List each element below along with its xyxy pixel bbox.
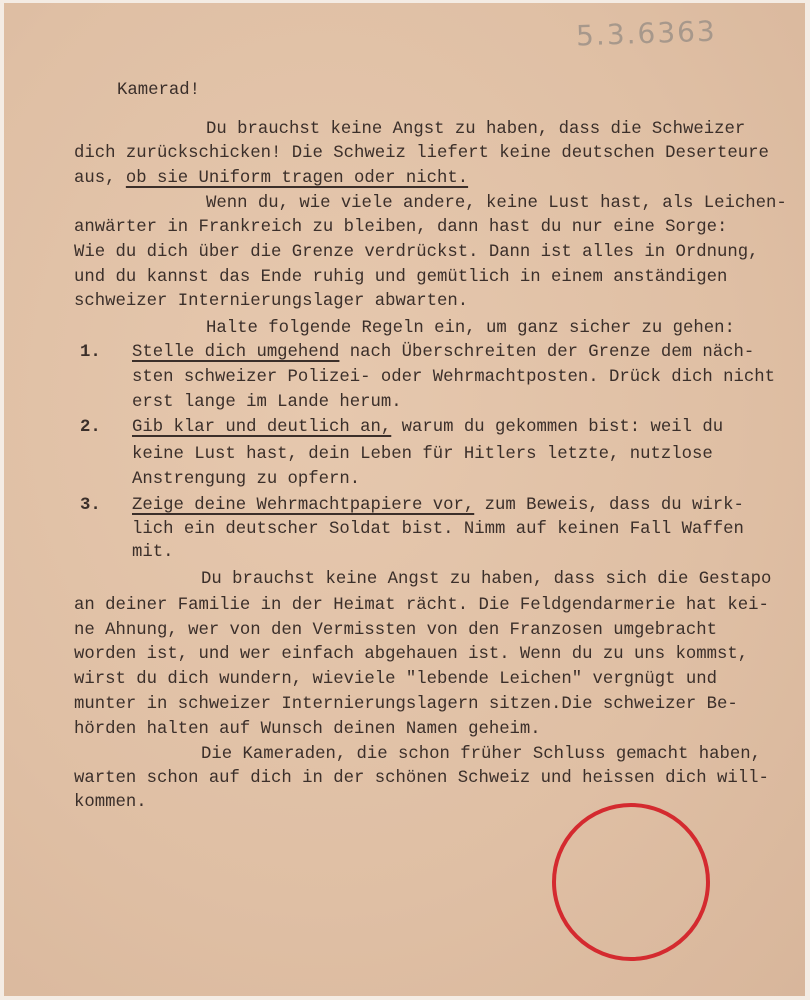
underlined-text: Gib klar und deutlich an, (132, 418, 392, 437)
text-segment: dich zurückschicken! Die Schweiz liefert keine deutschen Deserteure (74, 144, 769, 163)
text-segment: ne Ahnung, wer von den Vermissten von den Franzosen umgebracht (74, 621, 717, 640)
text-segment: Wenn du, wie viele andere, keine Lust hast, als Leichen- (206, 194, 787, 213)
text-line (74, 670, 717, 690)
text-segment: mit. (132, 543, 174, 562)
document-page (4, 3, 805, 996)
text-segment: an deiner Familie in der Heimat rächt. Die Feldgendarmerie hat kei- (74, 596, 769, 615)
underlined-text: Zeige deine Wehrmachtpapiere vor, (132, 496, 475, 515)
rule-number: 3. (80, 496, 101, 515)
text-line (74, 218, 727, 238)
text-segment: warum du gekommen bist: weil du (391, 418, 724, 437)
text-segment: Du brauchst keine Angst zu haben, dass sich die Gestapo (201, 570, 772, 589)
underlined-text: ob sie Uniform tragen oder nicht. (125, 169, 469, 188)
text-segment: wirst du dich wundern, wieviele "lebende Leichen" vergnügt und (74, 670, 717, 689)
text-line (201, 570, 771, 590)
text-line (206, 194, 787, 214)
text-segment: anwärter in Frankreich zu bleiben, dann hast du nur eine Sorge: (74, 218, 728, 237)
text-segment: munter in schweizer Internierungslagern sitzen.Die schweizer Be- (74, 695, 738, 714)
text-segment: Wie du dich über die Grenze verdrückst. Dann ist alles in Ordnung, (74, 243, 759, 262)
text-line (132, 470, 360, 490)
text-segment: zum Beweis, dass du wirk- (474, 496, 744, 515)
text-line (132, 418, 723, 438)
text-segment: Die Kameraden, die schon früher Schluss gemacht haben, (201, 745, 762, 764)
text-line (74, 769, 769, 789)
text-segment: warten schon auf dich in der schönen Schweiz und heissen dich will- (74, 769, 769, 788)
text-segment: keine Lust hast, dein Leben für Hitlers letzte, nutzlose (132, 445, 713, 464)
text-line (132, 393, 402, 413)
greeting: Kamerad! (117, 81, 200, 100)
text-line (74, 720, 541, 740)
rule-number: 1. (80, 343, 101, 362)
text-segment: Anstrengung zu opfern. (132, 470, 361, 489)
text-line (206, 120, 745, 140)
red-circle-stamp (552, 803, 710, 961)
text-line (132, 496, 744, 516)
text-line (74, 292, 468, 312)
text-segment: sten schweizer Polizei- oder Wehrmachtposten. Drück dich nicht (132, 368, 775, 387)
text-line (74, 793, 147, 813)
text-line (201, 745, 761, 765)
text-line (74, 144, 769, 164)
text-line (74, 243, 758, 263)
archive-number: 5.3.6363 (575, 14, 718, 53)
text-segment: aus, (74, 169, 126, 188)
text-line (74, 596, 769, 616)
text-line (74, 621, 717, 641)
text-line (132, 520, 744, 540)
text-line (132, 343, 754, 363)
text-segment: Du brauchst keine Angst zu haben, dass die Schweizer (206, 120, 746, 139)
rule-number: 2. (80, 418, 101, 437)
text-segment: hörden halten auf Wunsch deinen Namen geheim. (74, 720, 541, 739)
text-line (74, 645, 748, 665)
text-line (132, 368, 775, 388)
text-line (132, 543, 173, 563)
text-line (74, 695, 738, 715)
text-line (74, 268, 727, 288)
text-line (206, 319, 735, 339)
underlined-text: Stelle dich umgehend (132, 343, 340, 362)
text-segment: und du kannst das Ende ruhig und gemütlich in einem anständigen (74, 268, 728, 287)
text-line (132, 445, 713, 465)
text-segment: schweizer Internierungslager abwarten. (74, 292, 469, 311)
text-segment: nach Überschreiten der Grenze dem näch- (339, 343, 755, 362)
text-segment: Halte folgende Regeln ein, um ganz sicher zu gehen: (206, 319, 735, 338)
text-segment: kommen. (74, 793, 147, 812)
text-segment: worden ist, und wer einfach abgehauen ist. Wenn du zu uns kommst, (74, 645, 749, 664)
text-segment: lich ein deutscher Soldat bist. Nimm auf keinen Fall Waffen (132, 520, 744, 539)
text-line (74, 169, 468, 189)
text-segment: erst lange im Lande herum. (132, 393, 402, 412)
